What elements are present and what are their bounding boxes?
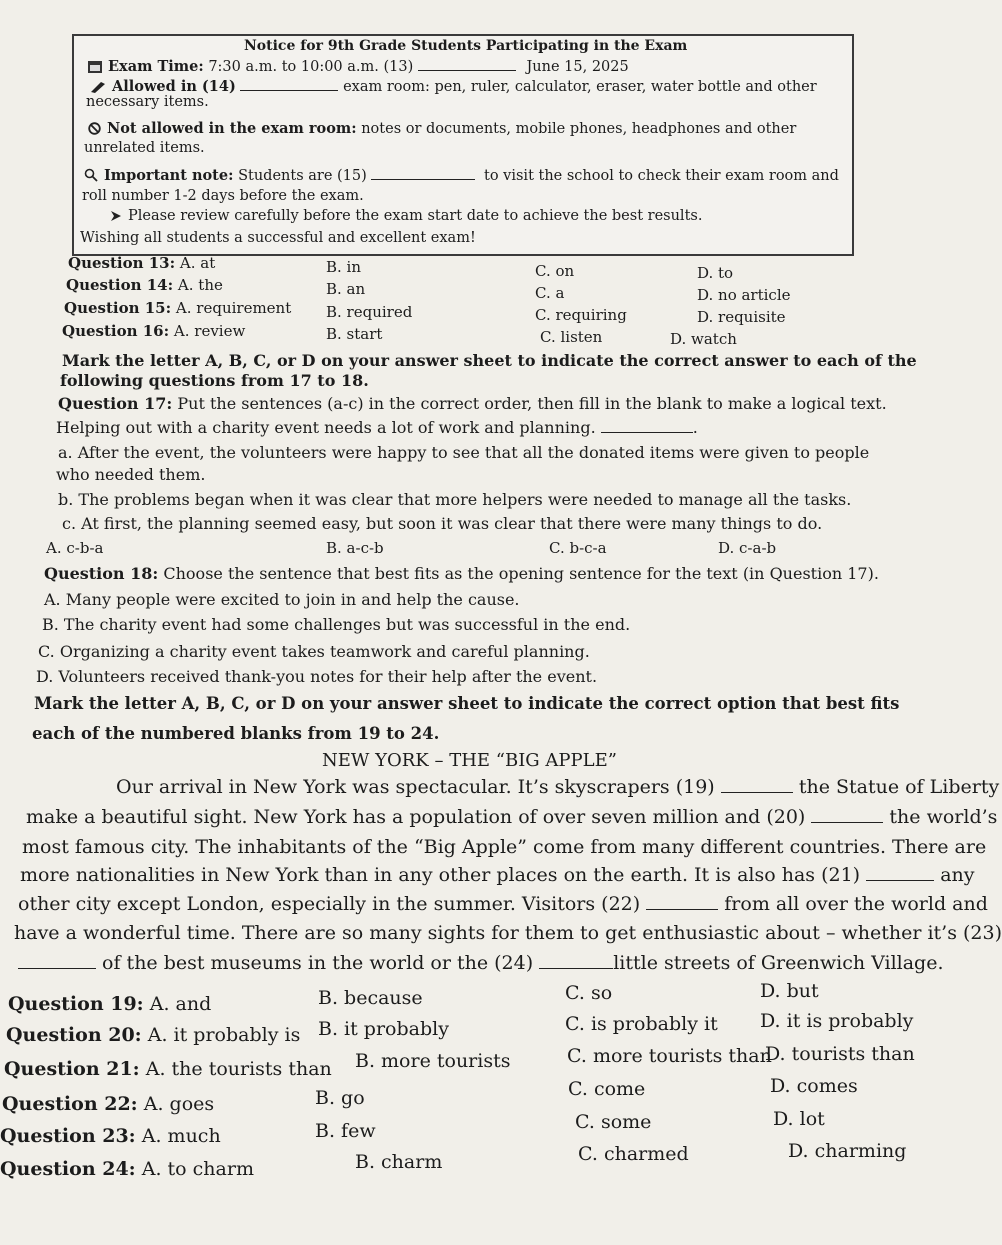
q19-label: Question 19: A. and bbox=[8, 993, 212, 1015]
q15-label: Question 15: A. requirement bbox=[64, 299, 292, 317]
blank-14 bbox=[240, 76, 338, 91]
blank-19 bbox=[721, 778, 793, 793]
q17-sentence-a-line-1: a. After the event, the volunteers were happy to see that all the donated items were given to people bbox=[58, 443, 870, 462]
not-allowed-line-2: unrelated items. bbox=[84, 140, 205, 156]
blank-22 bbox=[646, 895, 718, 910]
blank-15 bbox=[371, 165, 475, 180]
q24-option-b[interactable]: B. charm bbox=[355, 1151, 443, 1173]
instruction-19-24-line-2: each of the numbered blanks from 19 to 24. bbox=[32, 724, 440, 743]
passage-line-2: make a beautiful sight. New York has a population of over seven million and (20) the world’s bbox=[26, 806, 998, 828]
arrowhead-icon bbox=[110, 210, 122, 226]
q13-label: Question 13: A. at bbox=[68, 254, 216, 272]
important-note-text: Students are (15) bbox=[238, 168, 367, 184]
allowed-line-2: necessary items. bbox=[86, 94, 209, 110]
q18-option-a[interactable]: A. Many people were excited to join in and help the cause. bbox=[44, 590, 520, 609]
q20-option-c[interactable]: C. is probably it bbox=[565, 1013, 718, 1035]
q22-option-b[interactable]: B. go bbox=[315, 1087, 365, 1109]
blank-21 bbox=[866, 866, 934, 881]
q24-option-c[interactable]: C. charmed bbox=[578, 1143, 689, 1165]
q20-option-b[interactable]: B. it probably bbox=[318, 1018, 449, 1040]
q13-option-d[interactable]: D. to bbox=[697, 264, 734, 282]
q14-option-b[interactable]: B. an bbox=[326, 280, 366, 298]
q23-option-d[interactable]: D. lot bbox=[773, 1108, 825, 1130]
q15-option-b[interactable]: B. required bbox=[326, 303, 413, 321]
passage-line-7: of the best museums in the world or the (24) little streets of Greenwich Village. bbox=[18, 952, 944, 974]
q21-option-d[interactable]: D. tourists than bbox=[765, 1043, 915, 1065]
prohibited-icon bbox=[88, 122, 101, 139]
q17-lead: Helping out with a charity event needs a lot of work and planning. . bbox=[56, 418, 698, 437]
q15-option-c[interactable]: C. requiring bbox=[535, 306, 627, 324]
important-note-after: to visit the school to check their exam room and bbox=[484, 168, 839, 184]
q17-sentence-c: c. At first, the planning seemed easy, but soon it was clear that there were many things to do. bbox=[62, 514, 823, 533]
notice-title: Notice for 9th Grade Students Participating in the Exam bbox=[244, 38, 688, 54]
q20-option-d[interactable]: D. it is probably bbox=[760, 1010, 914, 1032]
q14-option-d[interactable]: D. no article bbox=[697, 286, 791, 304]
q18-prompt: Question 18: Choose the sentence that best fits as the opening sentence for the text (in Question 17). bbox=[44, 564, 879, 583]
q21-option-b[interactable]: B. more tourists bbox=[355, 1050, 511, 1072]
not-allowed-rest: notes or documents, mobile phones, headphones and other bbox=[361, 121, 797, 137]
exam-time-value: 7:30 a.m. to 10:00 a.m. (13) bbox=[208, 59, 414, 75]
q16-label: Question 16: A. review bbox=[62, 322, 246, 340]
q17-sentence-b: b. The problems began when it was clear that more helpers were needed to manage all the tasks. bbox=[58, 490, 852, 509]
magnifier-icon bbox=[84, 168, 98, 186]
exam-time-line bbox=[88, 56, 629, 77]
q18-option-d[interactable]: D. Volunteers received thank-you notes for their help after the event. bbox=[36, 667, 598, 686]
q18-option-b[interactable]: B. The charity event had some challenges but was successful in the end. bbox=[42, 615, 631, 634]
passage-line-5: other city except London, especially in the summer. Visitors (22) from all over the world and bbox=[18, 893, 988, 915]
q21-label: Question 21: A. the tourists than bbox=[4, 1058, 332, 1080]
blank-20 bbox=[811, 808, 883, 823]
important-note-line-2: roll number 1-2 days before the exam. bbox=[82, 188, 364, 204]
allowed-prefix: Allowed in (14) bbox=[112, 78, 236, 95]
q22-label: Question 22: A. goes bbox=[2, 1093, 215, 1115]
q13-option-c[interactable]: C. on bbox=[535, 262, 575, 280]
instruction-19-24-line-1: Mark the letter A, B, C, or D on your answer sheet to indicate the correct option that best fits bbox=[34, 694, 900, 713]
q17-prompt: Question 17: Put the sentences (a-c) in the correct order, then fill in the blank to make a logical text. bbox=[58, 394, 887, 413]
q20-label: Question 20: A. it probably is bbox=[6, 1024, 301, 1046]
q17-option-b[interactable]: B. a-c-b bbox=[326, 539, 384, 557]
review-text: Please review carefully before the exam start date to achieve the best results. bbox=[128, 208, 703, 224]
q14-option-c[interactable]: C. a bbox=[535, 284, 565, 302]
q23-option-c[interactable]: C. some bbox=[575, 1111, 652, 1133]
instruction-17-18-line-1: Mark the letter A, B, C, or D on your answer sheet to indicate the correct answer to each of the bbox=[62, 351, 917, 370]
important-note-line bbox=[84, 165, 839, 186]
exam-date: June 15, 2025 bbox=[526, 59, 629, 75]
q22-option-d[interactable]: D. comes bbox=[770, 1075, 858, 1097]
q16-option-b[interactable]: B. start bbox=[326, 325, 383, 343]
q15-option-d[interactable]: D. requisite bbox=[697, 308, 786, 326]
q17-sentence-a-line-2: who needed them. bbox=[56, 465, 206, 484]
instruction-17-18-line-2: following questions from 17 to 18. bbox=[60, 371, 369, 390]
passage-line-1: Our arrival in New York was spectacular. It’s skyscrapers (19) the Statue of Liberty bbox=[116, 776, 1000, 798]
q17-option-a[interactable]: A. c-b-a bbox=[46, 539, 104, 557]
blank-24 bbox=[539, 954, 613, 969]
q21-option-c[interactable]: C. more tourists than bbox=[567, 1045, 772, 1067]
q16-option-c[interactable]: C. listen bbox=[540, 328, 603, 346]
q19-option-c[interactable]: C. so bbox=[565, 982, 613, 1004]
not-allowed-label: Not allowed in the exam room: bbox=[107, 120, 357, 137]
q24-label: Question 24: A. to charm bbox=[0, 1158, 254, 1180]
passage-line-3: most famous city. The inhabitants of the “Big Apple” come from many different countries. There are bbox=[22, 836, 987, 858]
passage-title: NEW YORK – THE “BIG APPLE” bbox=[322, 750, 617, 771]
q18-option-c[interactable]: C. Organizing a charity event takes teamwork and careful planning. bbox=[38, 642, 590, 661]
calendar-icon bbox=[88, 61, 102, 77]
passage-line-4: more nationalities in New York than in any other places on the earth. It is also has (21) any bbox=[20, 864, 975, 886]
q17-option-d[interactable]: D. c-a-b bbox=[718, 539, 777, 557]
q19-option-d[interactable]: D. but bbox=[760, 980, 819, 1002]
not-allowed-line bbox=[88, 120, 796, 139]
q17-option-c[interactable]: C. b-c-a bbox=[549, 539, 607, 557]
q14-label: Question 14: A. the bbox=[66, 276, 223, 294]
wishing-line: Wishing all students a successful and excellent exam! bbox=[80, 230, 476, 246]
q16-option-d[interactable]: D. watch bbox=[670, 330, 737, 348]
exam-time-label: Exam Time: bbox=[108, 58, 204, 75]
q19-option-b[interactable]: B. because bbox=[318, 987, 423, 1009]
passage-line-6: have a wonderful time. There are so many sights for them to get enthusiastic about – whether it’s (23) bbox=[14, 922, 1002, 944]
important-note-label: Important note: bbox=[104, 167, 234, 184]
q23-option-b[interactable]: B. few bbox=[315, 1120, 376, 1142]
q24-option-d[interactable]: D. charming bbox=[788, 1140, 907, 1162]
review-line bbox=[110, 208, 702, 226]
allowed-rest: exam room: pen, ruler, calculator, eraser, water bottle and other bbox=[343, 79, 817, 95]
q22-option-c[interactable]: C. come bbox=[568, 1078, 646, 1100]
q23-label: Question 23: A. much bbox=[0, 1125, 221, 1147]
blank-13 bbox=[418, 56, 516, 71]
q13-option-b[interactable]: B. in bbox=[326, 258, 362, 276]
blank-23 bbox=[18, 954, 96, 969]
blank-17 bbox=[601, 418, 693, 433]
